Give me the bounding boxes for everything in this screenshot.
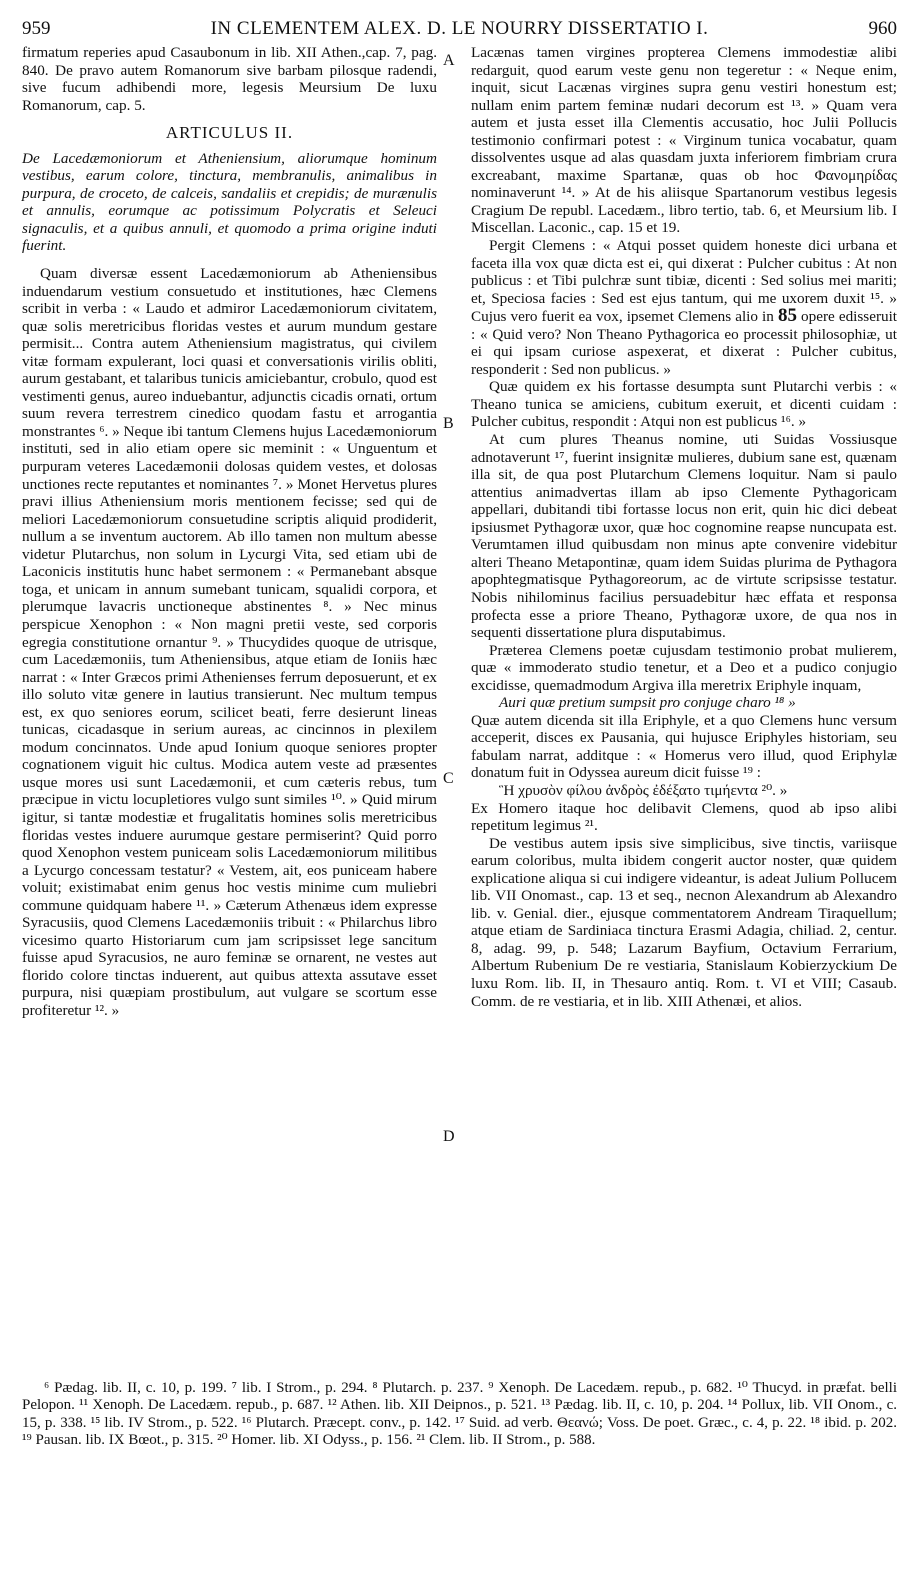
margin-marker-d: D <box>443 1128 455 1145</box>
body-paragraph: Quam diversæ essent Lacedæmoniorum ab Atheniensibus induendarum vestium consuetudo et institutiones, hæc Clemens scribit in verba : « Laudo et admiror Lacedæmoniorum civitatem, quæ solis meretricibus floridas vestes et aurum mundum gestare permisit... Contra autem Atheniensium magistratus, qui civilem vitæ formam expulerant, loci quasi et conversationis virilis obliti, aurum gestabant, et talaribus tunicis amiciebantur, crobulo, quod est vestimenti genus, aureo induebantur, adjunctis cicadis ornati, ortum suum revera terrestrem cinedico quodam fastu et arrogantia monstrantes ⁶. » Neque ibi tantum Clemens hujus Lacedæmoniorum instituti, sed in alio etiam opere sic meminit : « Unguentum et purpuram veteres Lacedæmonii dolosas quidem vestes, et dolosas unctiones recte reputantes et nominantes ⁷. » Monet Hervetus plures pravi illius Atheniensium moris mentionem fecisse; sed qui de meliori Lacedæmoniorum consuetudine scriptis aliquid prodiderit, nullum a se inventum auctorem. Ab illo tamen non multum abesse videtur Plutarchus, non solum in Lycurgi Vita, sed etiam ubi de Laconicis institutis hunc habet sermonem : « Permanebant absque toga, et unicam in annum sumebant tunicam, squalidi corpora, et plerumque lavacris unctioneque abstinentes ⁸. » Nec minus perspicue Xenophon : « Non magni pretii veste, sed corporis egregia constitutione ornantur ⁹. » Thucydides quoque de utrisque, cum Lacedæmoniis, tum Atheniensibus, atque etiam de Ioniis hæc narrat : « Inter Græcos primi Athenienses ferrum deposuerunt, et ex illo soluto vitæ genere in lautius transierunt. Nec multum tempus est, ex quo seniores eorum, scilicet beati, ferre desierunt lineas tunicas, cicadasque in serium aureas, ac cincinnos in plexilem modum concinnatos. Unde apud Ionium quoque seniores propter cognationem viguit hic cultus. Modica autem veste ad præsentes usque mores usi sunt Lacedæmonii, et cum cæteris rebus, tum præcipue in victu locupletiores vulgo sunt similes ¹⁰. » Quid mirum igitur, si tantæ modestiæ et frugalitatis homines solis meretricibus floridas vestes induere aurumque gestare permiserint? Quid porro quod Xenophon vestem puniceam solis Lacedæmoniorum militibus a Lycurgo concessam testatur? « Vestem, ait, eos puniceam habere voluit; existimabat enim genus hoc vestis minime cum muliebri commune quidquam habere ¹¹. » Cæterum Athenæus idem expresse Syracusiis, quod Clemens Lacedæmoniis tribuit : « Philarchus libro vicesimo quarto Historiarum cum jam scripsisset lege sancitum fuisse apud Syracusios, ne auro feminæ se ornarent, ne vestes aut florido colore tinctas induerent, aut quibus attexta assutave esset purpura, nisi quæpiam prostibulum, aut vulgare se scortum esse profiteretur ¹². » <box>22 265 437 1019</box>
body-paragraph: Præterea Clemens poetæ cujusdam testimonio probat mulierem, quæ « immoderato studio tenetur, et a Deo et a pudico conjugio excidisse, quemadmodum Argiva illa meretrix Eriphyle inquam, <box>471 641 897 694</box>
page-number-right: 960 <box>868 18 897 39</box>
body-paragraph: Ex Homero itaque hoc delibavit Clemens, quod ab ipso alibi repetitum legimus ²¹. <box>471 799 897 835</box>
margin-marker-a: A <box>443 52 455 69</box>
intro-paragraph: firmatum reperies apud Casaubonum in lib. XII Athen.,cap. 7, pag. 840. De pravo autem Romanorum sive barbam pilosque radendi, sive fucum adhibendi more, legesis Meursium De luxu Romanorum, cap. 5. <box>22 44 437 114</box>
paragraph-text: opere edisseruit : « Quid vero? Non Theano Pythagorica eo processit philosophiæ, ut ei qui ipsam curiose aspexerat, et dixerat : Pulcher cubitus, responderit : Sed non publicus. » <box>471 308 898 378</box>
margin-marker-c: C <box>443 770 454 787</box>
column-number: 85 <box>777 305 797 327</box>
greek-quote: Ἣ χρυσὸν φίλου ἀνδρὸς ἐδέξατο τιμήεντα ²⁰. » <box>499 781 788 799</box>
section-heading: ARTICULUS II. <box>165 123 294 143</box>
body-paragraph: At cum plures Theanus nomine, uti Suidas Vossiusque adnotaverunt ¹⁷, fuerint insignitæ mulieres, dubium sane est, quænam illa sit, de qua post Plutarchum Clemens loquitur. Nam si paulo attentius animadvertas illam ab ipso Clemente Pythagoricam appellari, dubitandi tibi fortasse locus non erit, quin hic dici debeat ipsiusmet Pythagoræ uxor, quæ hoc cognomine reapse nuncupata est. Verumtamen illud quibusdam non minus apte convenire videbitur alteri Theano Metapontinæ, quam idem Suidas plurima de Pythagora apophtegmatisque Pythagoreorum, ac de virtute scripsisse testatur. Nobis nihilominus facilius persuadebitur hæc effata et responsa profecta esse a priore Theano, Pythagoræ uxore, de qua nos in sequenti dissertatione plura disputabimus. <box>471 431 897 642</box>
running-header <box>22 18 897 44</box>
body-paragraph: De vestibus autem ipsis sive simplicibus, sive tinctis, variisque earum coloribus, multa ibidem congerit auctor noster, quæ quidem explicatione aliqua si cui indigere videantur, is adeat Julium Pollucem lib. VII Onomast., cap. 13 et seq., necnon Alexandrum ab Alexandro lib. v. Genial. dier., ejusque commentatorem Andream Tiraquellum; atque etiam de Sardiniaca tinctura Erasmi Adagia, chiliad. 2, centur. 8, adag. 99, p. 548; Lazarum Bayfium, Octavium Ferrarium, Albertum Rubenium De re vestiaria, Stanislaum Kobierzyckium De luxu Rom. lib. II, in Thesauro antiq. Rom. t. VI et VIII; Casaub. Comm. de re vestiaria, et in lib. XIII Athenæi, et alios. <box>471 834 897 1010</box>
footnotes-text: ⁶ Pædag. lib. II, c. 10, p. 199. ⁷ lib. I Strom., p. 294. ⁸ Plutarch. p. 237. ⁹ Xenoph. De Lacedæm. repub., p. 682. ¹⁰ Thucyd. in præfat. belli Pelopon. ¹¹ Xenoph. De Lacedæm. repub., p. 687. ¹² Athen. lib. XII Deipnos., p. 521. ¹³ Pædag. lib. II, c. 10, p. 204. ¹⁴ Pollux, lib. VII Onom., c. 15, p. 338. ¹⁵ lib. IV Strom., p. 522. ¹⁶ Plutarch. Præcept. conv., p. 142. ¹⁷ Suid. ad verb. Θεανώ; Voss. De poet. Græc., c. 4, p. 22. ¹⁸ ibid. p. 202. ¹⁹ Pausan. lib. IX Bœot., p. 315. ²⁰ Homer. lib. XI Odyss., p. 156. ²¹ Clem. lib. II Strom., p. 588. <box>22 1380 897 1448</box>
section-summary: De Lacedæmoniorum et Atheniensium, aliorumque hominum vestibus, earum colore, tinctura, membranulis, animalibus in purpura, de croceto, de calceis, sandaliis et crepidis; de murænulis et annulis, eorumque ac potissimum Polycratis et Seleuci signaculis, et a quibus annuli, et quomodo a prima origine induti fuerint. <box>22 149 437 255</box>
body-paragraph: Quæ autem dicenda sit illa Eriphyle, et a quo Clemens hunc versum acceperit, disces ex Pausania, qui hujusce Eriphyles historiam, seu fabulam narrat, additque : « Homerus vero illud, quod Eriphylæ donatum fuit in Odyssea aureum dicit fuisse ¹⁹ : <box>471 711 897 782</box>
right-column <box>471 44 897 1010</box>
running-title: IN CLEMENTEM ALEX. D. LE NOURRY DISSERTATIO I. <box>210 18 709 39</box>
paragraph-text: Pergit Clemens : « Atqui posset quidem honeste dici urbana et faceta illa vox quæ dicta est ei, qui dixerat : Pulcher cubitus : At non publicus : et Tibi pulchræ sunt tibiæ, dicenti : Sed solius mei mariti; et, Speciosa facies : Sed est ejus tantum, qui me uxorem duxit ¹⁵. » Cujus vero fuerit ea vox, ipsemet Clemens alio in <box>471 237 897 326</box>
body-paragraph: Lacænas tamen virgines propterea Clemens immodestiæ alibi redarguit, quod earum veste genu non tegeretur : « Neque enim, inquit, sicut Lacænas virgines supra genu vestiri honestum est; nullam enim partem feminæ nudari decorum est ¹³. » Quam vera autem et justa esset illa Clementis accusatio, hoc Julii Pollucis testimonio confirmari potest : « Virginum tunica vocabatur, quam dissolventes usque ad alas quasdam juxta inferiorem fimbriam crura excreabant, maxime Spartanæ, quas ob hoc Φανομηρίδας nominaverunt ¹⁴. » At de his aliisque Spartanorum vestibus legesis Cragium De republ. Lacedæm., libro tertio, tab. 6, et Meursium lib. I Miscellan. Laconic., cap. 15 et 19. <box>471 44 897 237</box>
body-paragraph: Quæ quidem ex his fortasse desumpta sunt Plutarchi verbis : « Theano tunica se amiciens, cubitum exeruit, et dicenti cuidam : Pulcher cubitus, respondit : Atqui non est publicus ¹⁶. » <box>471 378 897 431</box>
footnotes <box>22 1380 897 1449</box>
margin-marker-b: B <box>443 415 454 432</box>
body-paragraph <box>471 237 897 378</box>
page-number-left: 959 <box>22 18 51 39</box>
verse-quote: Auri quæ pretium sumpsit pro conjuge charo ¹⁸ » <box>499 694 796 712</box>
left-column <box>22 44 437 1020</box>
